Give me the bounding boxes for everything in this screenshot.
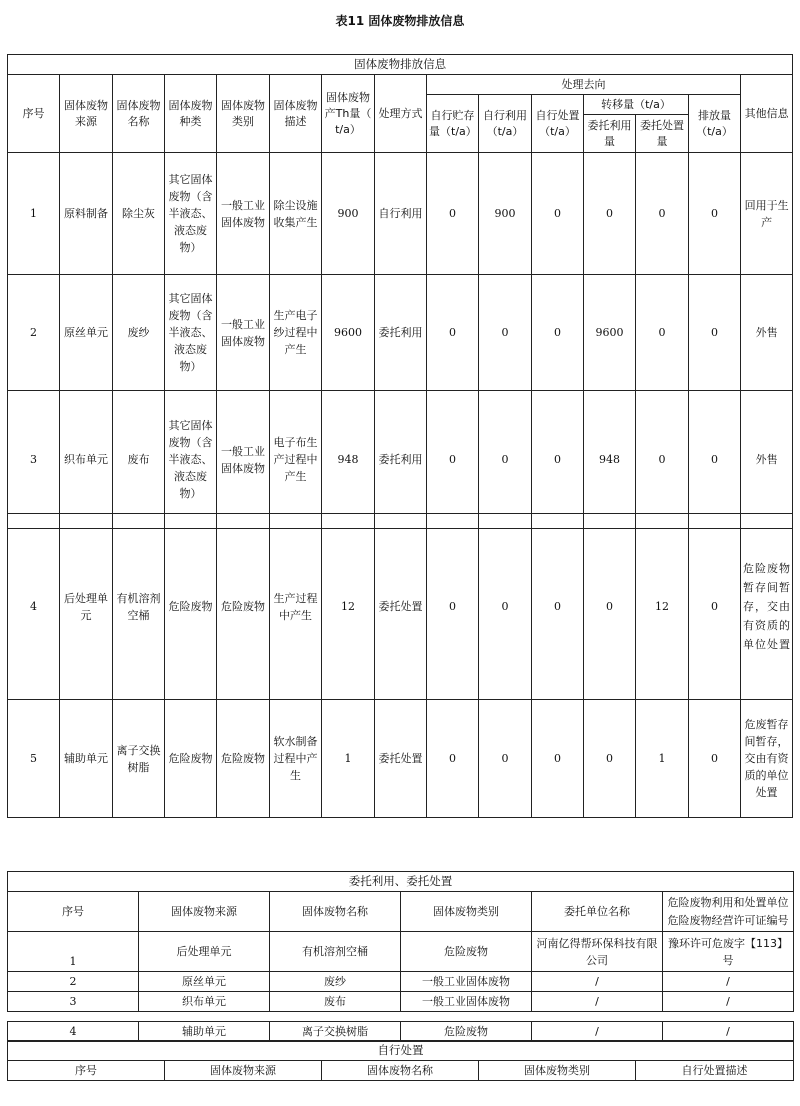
- cell-name: 废纱: [270, 972, 401, 992]
- cell-discharge: 0: [689, 391, 741, 529]
- cell-category: 一般工业固体废物: [401, 992, 532, 1012]
- cell-seq: 4: [8, 1022, 139, 1042]
- cell-seq: 1: [8, 932, 139, 972]
- table-caption: 固体废物排放信息: [8, 55, 793, 75]
- cell-kind: 危险废物: [165, 514, 217, 700]
- cell-category: 一般工业固体废物: [401, 972, 532, 992]
- cell-category: 一般工业固体废物: [217, 153, 270, 275]
- cell-self-dispose: 0: [532, 514, 584, 700]
- cell-amount: 948: [322, 391, 375, 529]
- cell-license: /: [663, 972, 794, 992]
- cell-amount: 900: [322, 153, 375, 275]
- cell-license: /: [663, 1022, 794, 1042]
- header-name: 固体废物名称: [270, 892, 401, 932]
- cell-amount: 9600: [322, 275, 375, 391]
- table-row: [8, 1022, 794, 1042]
- header-name: 固体废物名称: [322, 1061, 479, 1081]
- header-seq: 序号: [8, 892, 139, 932]
- cell-kind: 其它固体废物（含半液态、液态废物）: [165, 153, 217, 275]
- cell-seq: 2: [8, 972, 139, 992]
- cell-kind: 其它固体废物（含半液态、液态废物）: [165, 275, 217, 391]
- cell-category: 危险废物: [217, 514, 270, 700]
- cell-transfer-dispose: 12: [636, 514, 689, 700]
- cell-other: 危废暂存间暂存，交由有资质的单位处置: [741, 700, 793, 818]
- cell-desc: 生产电子纱过程中产生: [270, 275, 322, 391]
- cell-method: 委托处置: [375, 514, 427, 700]
- cell-discharge: 0: [689, 153, 741, 275]
- cell-license: /: [663, 992, 794, 1012]
- cell-category: 危险废物: [401, 932, 532, 972]
- header-amount: 固体废物产Th量（ t/a）: [322, 75, 375, 153]
- cell-seq: 5: [8, 700, 60, 818]
- cell-seq: 3: [8, 992, 139, 1012]
- cell-source: 后处理单元: [139, 932, 270, 972]
- cell-source: 原料制备: [60, 153, 113, 275]
- cell-name: 废纱: [113, 275, 165, 391]
- cell-other: 回用于生产: [741, 153, 793, 275]
- entrusted-disposal-table: [7, 871, 794, 1012]
- cell-transfer-dispose: 0: [636, 275, 689, 391]
- cell-source: 织布单元: [60, 391, 113, 529]
- table-row: [8, 391, 793, 529]
- cell-self-dispose: 0: [532, 391, 584, 529]
- cell-source: 原丝单元: [60, 275, 113, 391]
- header-self-use: 自行利用（t/a）: [479, 95, 532, 153]
- cell-name: 废布: [270, 992, 401, 1012]
- cell-kind: 其它固体废物（含半液态、液态废物）: [165, 391, 217, 529]
- cell-transfer-dispose: 0: [636, 391, 689, 529]
- cell-self-use: 0: [479, 514, 532, 700]
- header-kind: 固体废物种类: [165, 75, 217, 153]
- cell-category: 一般工业固体废物: [217, 275, 270, 391]
- header-transfer-dispose: 委托处置量: [636, 115, 689, 153]
- header-self-store: 自行贮存量（t/a）: [427, 95, 479, 153]
- cell-transfer-use: 948: [584, 391, 636, 529]
- table-row: [8, 700, 793, 818]
- cell-desc: 除尘设施收集产生: [270, 153, 322, 275]
- cell-other: 外售: [741, 391, 793, 529]
- cell-category: 危险废物: [217, 700, 270, 818]
- table-row: [8, 275, 793, 391]
- header-source: 固体废物来源: [60, 75, 113, 153]
- header-seq: 序号: [8, 75, 60, 153]
- entrusted-disposal-table-continued: [7, 1021, 794, 1042]
- cell-method: 自行利用: [375, 153, 427, 275]
- cell-unit: /: [532, 1022, 663, 1042]
- cell-self-store: 0: [427, 391, 479, 529]
- cell-name: 废布: [113, 391, 165, 529]
- cell-name: 有机溶剂空桶: [113, 514, 165, 700]
- cell-other: 危险废物暂存间暂存，交由有资质的单位处置: [741, 514, 793, 700]
- header-desc: 固体废物描述: [270, 75, 322, 153]
- cell-other: 外售: [741, 275, 793, 391]
- cell-name: 有机溶剂空桶: [270, 932, 401, 972]
- cell-seq: 2: [8, 275, 60, 391]
- cell-seq: 4: [8, 514, 60, 700]
- header-source: 固体废物来源: [165, 1061, 322, 1081]
- cell-name: 离子交换树脂: [113, 700, 165, 818]
- cell-self-use: 0: [479, 275, 532, 391]
- header-destination: 处理去向: [427, 75, 741, 95]
- cell-self-dispose: 0: [532, 153, 584, 275]
- solid-waste-emission-table-continued: [7, 513, 793, 818]
- cell-transfer-use: 9600: [584, 275, 636, 391]
- cell-amount: 12: [322, 514, 375, 700]
- cell-amount: 1: [322, 700, 375, 818]
- cell-seq: 1: [8, 153, 60, 275]
- cell-transfer-use: 0: [584, 514, 636, 700]
- header-category: 固体废物类别: [401, 892, 532, 932]
- cell-unit: /: [532, 972, 663, 992]
- self-disposal-table: [7, 1040, 794, 1081]
- cell-seq: 3: [8, 391, 60, 529]
- cell-unit: 河南亿得帮环保科技有限公司: [532, 932, 663, 972]
- cell-discharge: 0: [689, 275, 741, 391]
- cell-source: 辅助单元: [139, 1022, 270, 1042]
- cell-category: 一般工业固体废物: [217, 391, 270, 529]
- cell-source: 原丝单元: [139, 972, 270, 992]
- cell-self-use: 0: [479, 700, 532, 818]
- table-row: [8, 153, 793, 275]
- cell-unit: /: [532, 992, 663, 1012]
- cell-self-dispose: 0: [532, 275, 584, 391]
- cell-transfer-use: 0: [584, 700, 636, 818]
- header-unit: 委托单位名称: [532, 892, 663, 932]
- cell-source: 辅助单元: [60, 700, 113, 818]
- cell-name: 离子交换树脂: [270, 1022, 401, 1042]
- cell-source: 后处理单元: [60, 514, 113, 700]
- cell-self-use: 900: [479, 153, 532, 275]
- table-row: [8, 992, 794, 1012]
- header-category: 固体废物类别: [217, 75, 270, 153]
- cell-self-dispose: 0: [532, 700, 584, 818]
- cell-license: 豫环许可危废字【113】号: [663, 932, 794, 972]
- cell-transfer-dispose: 0: [636, 153, 689, 275]
- solid-waste-emission-table: [7, 54, 793, 529]
- header-desc: 自行处置描述: [636, 1061, 794, 1081]
- header-discharge: 排放量（t/a）: [689, 95, 741, 153]
- cell-desc: 电子布生产过程中产生: [270, 391, 322, 529]
- table-caption: 自行处置: [8, 1041, 794, 1061]
- cell-source: 织布单元: [139, 992, 270, 1012]
- document-title: 表11 固体废物排放信息: [335, 14, 465, 28]
- cell-method: 委托处置: [375, 700, 427, 818]
- header-transfer: 转移量（t/a）: [584, 95, 689, 115]
- table-row: [8, 972, 794, 992]
- cell-discharge: 0: [689, 514, 741, 700]
- cell-transfer-dispose: 1: [636, 700, 689, 818]
- cell-desc: 生产过程中产生: [270, 514, 322, 700]
- cell-transfer-use: 0: [584, 153, 636, 275]
- header-self-dispose: 自行处置（t/a）: [532, 95, 584, 153]
- cell-desc: 软水制备过程中产生: [270, 700, 322, 818]
- table-row: [8, 514, 793, 700]
- header-license: 危险废物利用和处置单位危险废物经营许可证编号: [663, 892, 794, 932]
- cell-self-store: 0: [427, 700, 479, 818]
- header-method: 处理方式: [375, 75, 427, 153]
- header-name: 固体废物名称: [113, 75, 165, 153]
- cell-method: 委托利用: [375, 391, 427, 529]
- header-source: 固体废物来源: [139, 892, 270, 932]
- header-other: 其他信息: [741, 75, 793, 153]
- cell-self-store: 0: [427, 153, 479, 275]
- cell-kind: 危险废物: [165, 700, 217, 818]
- table-caption: 委托利用、委托处置: [8, 872, 794, 892]
- header-category: 固体废物类别: [479, 1061, 636, 1081]
- cell-self-use: 0: [479, 391, 532, 529]
- cell-self-store: 0: [427, 514, 479, 700]
- cell-name: 除尘灰: [113, 153, 165, 275]
- cell-self-store: 0: [427, 275, 479, 391]
- header-transfer-use: 委托利用量: [584, 115, 636, 153]
- header-seq: 序号: [8, 1061, 165, 1081]
- table-row: [8, 932, 794, 972]
- cell-discharge: 0: [689, 700, 741, 818]
- cell-category: 危险废物: [401, 1022, 532, 1042]
- cell-method: 委托利用: [375, 275, 427, 391]
